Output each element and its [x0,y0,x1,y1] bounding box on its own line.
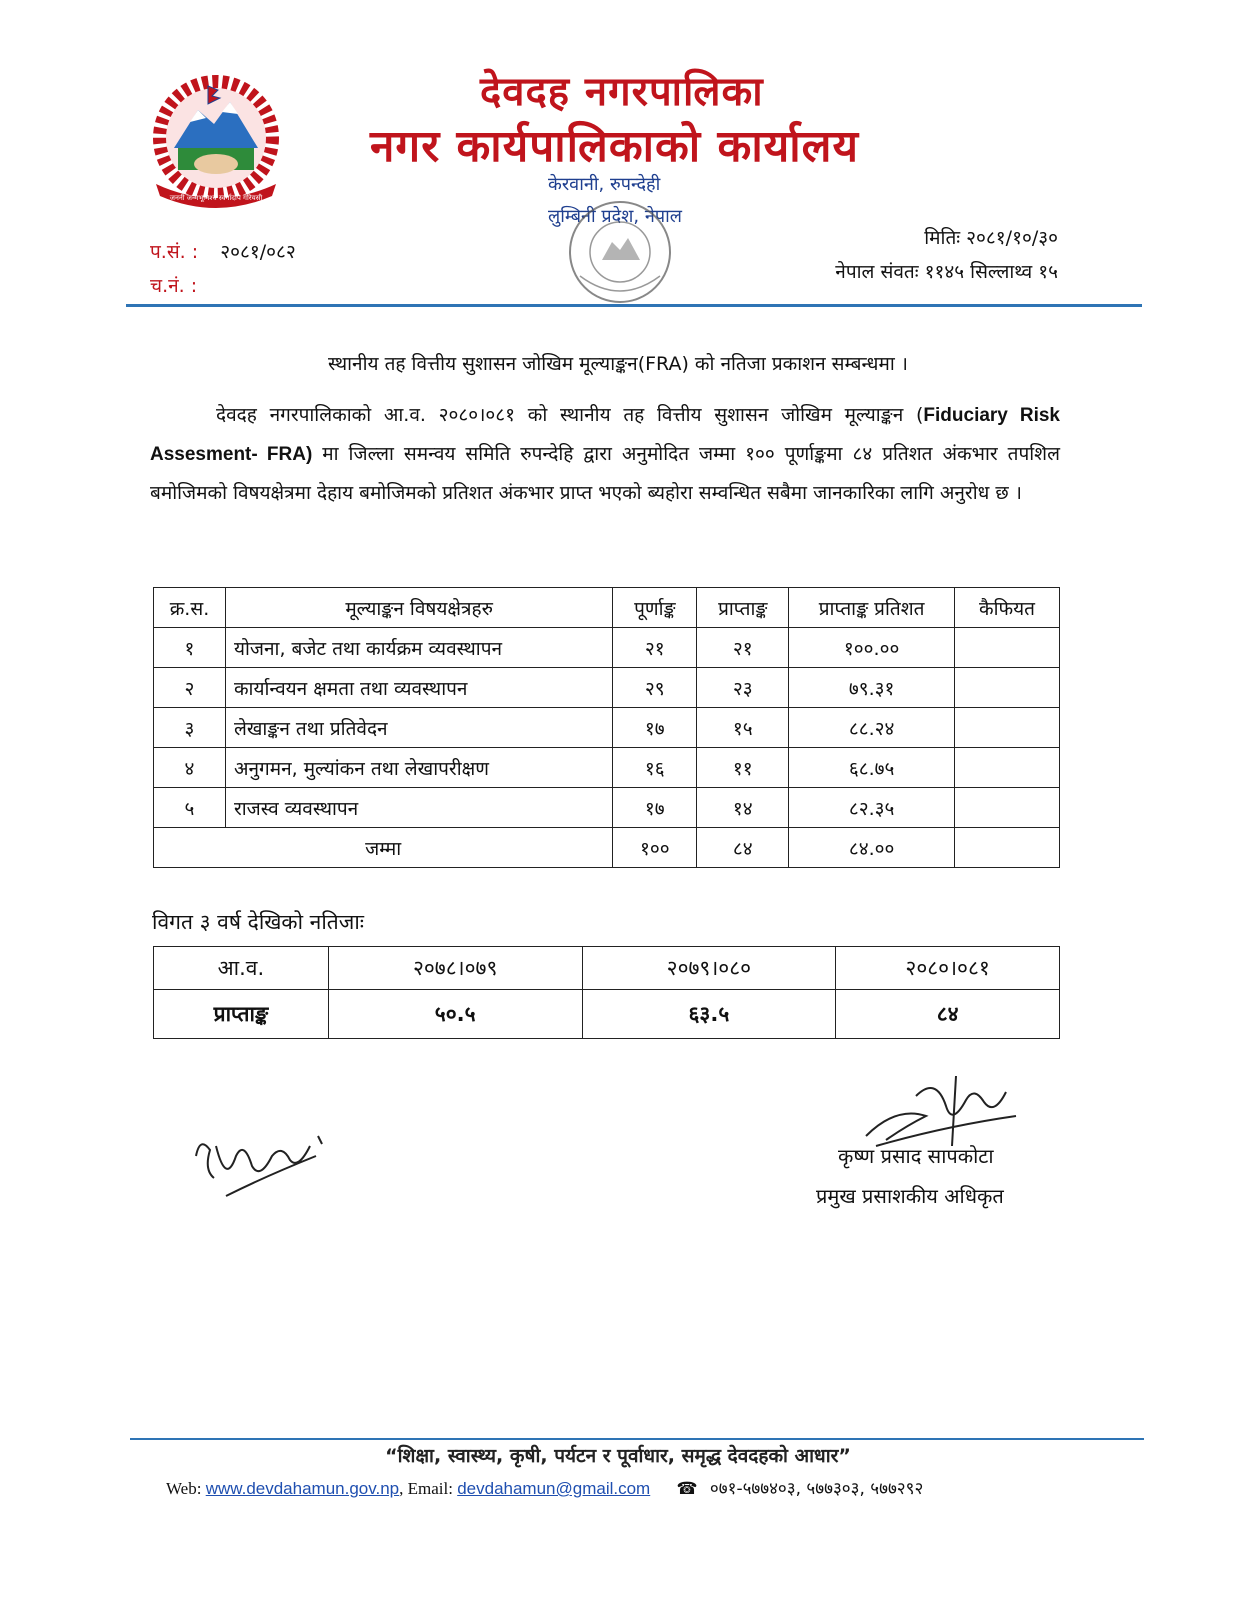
header-serial: क्र.स. [154,588,226,628]
svg-text:जननी जन्मभूमिश्च स्वर्गादपि गर: जननी जन्मभूमिश्च स्वर्गादपि गरियसी [169,194,263,202]
percent-cell: ६८.७५ [789,748,955,788]
signatory-name: कृष्ण प्रसाद सापकोटा [838,1144,994,1168]
assessment-table [153,587,1060,868]
full-marks-cell: २९ [613,668,697,708]
percent-cell: १००.०० [789,628,955,668]
email-label: Email: [407,1479,453,1498]
full-marks-cell: १७ [613,788,697,828]
table-row [154,708,1060,748]
table-total-row [154,828,1060,868]
serial-cell: १ [154,628,226,668]
footer-motto: “शिक्षा, स्वास्थ्य, कृषी, पर्यटन र पूर्वाधार, समृद्ध देवदहको आधार” [385,1445,851,1467]
address-line-1: केरवानी, रुपन्देही [548,174,661,195]
office-name: नगर कार्यपालिकाको कार्यालय [370,121,859,172]
body-part-2: मा जिल्ला समन्वय समिति रुपन्देहि द्वारा अनुमोदित जम्मा १०० पूर्णाङ्कमा ८४ प्रतिशत अंकभार तपशिल बमोजिमको विषयक्षेत्रमा देहाय बमोजिमको प्रतिशत अंकभार प्राप्त भएको ब्यहोरा सम्वन्धित सबैमा जानकारिका लागि अनुरोध छ । [150,443,1060,504]
full-marks-cell: २१ [613,628,697,668]
email-link[interactable]: devdahamun@gmail.com [457,1479,651,1498]
office-seal-stamp [560,196,680,308]
fiscal-year-cell: २०७८।०७९ [328,947,582,990]
nepal-emblem [134,72,298,212]
serial-cell: ३ [154,708,226,748]
serial-cell: २ [154,668,226,708]
telephone-icon: ☎ [676,1479,698,1499]
total-label: जम्मा [154,828,613,868]
serial-cell: ५ [154,788,226,828]
remarks-cell [955,628,1060,668]
phone-numbers: ०७१-५७७४०३, ५७७३०३, ५७७२९२ [709,1479,924,1499]
obtained-cell: २१ [697,628,789,668]
header-divider [126,304,1142,307]
obtained-cell: १५ [697,708,789,748]
nepal-samvat-date: नेपाल संवतः ११४५ सिल्लाथ्व १५ [835,261,1058,283]
letter-body [150,396,1060,512]
reference-label: प.सं. : [150,241,199,263]
fiscal-year-cell: २०७९।०८० [582,947,836,990]
table-row [154,748,1060,788]
header-remarks: कैफियत [955,588,1060,628]
body-part-1: देवदह नगरपालिकाको आ.व. २०८०।०८१ को स्थानीय तह वित्तीय सुशासन जोखिम मूल्याङ्कन ( [216,404,924,426]
chalan-label: च.नं. : [150,275,198,297]
handwritten-signature [186,1126,336,1206]
obtained-cell: ११ [697,748,789,788]
full-marks-cell: १६ [613,748,697,788]
score-cell: ५०.५ [328,990,582,1039]
full-marks-cell: १७ [613,708,697,748]
header-percent: प्राप्ताङ्क प्रतिशत [789,588,955,628]
previous-results-title: विगत ३ वर्ष देखिको नतिजाः [152,910,365,934]
obtained-cell: २३ [697,668,789,708]
table-row [154,668,1060,708]
area-cell: लेखाङ्कन तथा प्रतिवेदन [225,708,612,748]
body-part-english: Fiduciary Risk Assesment- FRA) [150,405,1060,465]
web-label: Web: [166,1479,202,1498]
table-row [154,788,1060,828]
total-obtained: ८४ [697,828,789,868]
table-row [154,628,1060,668]
percent-cell: ८८.२४ [789,708,955,748]
percent-cell: ७९.३१ [789,668,955,708]
header-area: मूल्याङ्कन विषयक्षेत्रहरु [225,588,612,628]
score-label: प्राप्ताङ्क [154,990,329,1039]
area-cell: योजना, बजेट तथा कार्यक्रम व्यवस्थापन [225,628,612,668]
score-cell: ६३.५ [582,990,836,1039]
remarks-cell [955,708,1060,748]
header-full-marks: पूर्णाङ्क [613,588,697,628]
reference-number [150,238,296,264]
score-row [154,990,1060,1039]
total-full-marks: १०० [613,828,697,868]
fiscal-year-row [154,947,1060,990]
area-cell: कार्यान्वयन क्षमता तथा व्यवस्थापन [225,668,612,708]
previous-results-table [153,946,1060,1039]
header-obtained: प्राप्ताङ्क [697,588,789,628]
area-cell: अनुगमन, मुल्यांकन तथा लेखापरीक्षण [225,748,612,788]
percent-cell: ८२.३५ [789,788,955,828]
table-header-row [154,588,1060,628]
date: मितिः २०८१/१०/३० [924,227,1058,249]
remarks-cell [955,668,1060,708]
serial-cell: ४ [154,748,226,788]
letter-subject: स्थानीय तह वित्तीय सुशासन जोखिम मूल्याङ्कन(FRA) को नतिजा प्रकाशन सम्बन्धमा । [327,353,908,375]
score-cell: ८४ [836,990,1060,1039]
total-remarks [955,828,1060,868]
fiscal-year-label: आ.व. [154,947,329,990]
address-line-2: लुम्बिनी प्रदेश, नेपाल [548,206,682,227]
total-percent: ८४.०० [789,828,955,868]
area-cell: राजस्व व्यवस्थापन [225,788,612,828]
website-link[interactable]: www.devdahamun.gov.np [205,1479,400,1498]
footer-contact: Web: www.devdahamun.gov.np, Email: devdahamun@gmail.com ☎ ०७१-५७७४०३, ५७७३०३, ५७७२९२ [166,1479,924,1499]
remarks-cell [955,788,1060,828]
reference-value: २०८१/०८२ [220,241,296,263]
remarks-cell [955,748,1060,788]
signatory-title: प्रमुख प्रसाशकीय अधिकृत [816,1184,1004,1208]
obtained-cell: १४ [697,788,789,828]
footer-divider [130,1438,1144,1440]
fiscal-year-cell: २०८०।०८१ [836,947,1060,990]
municipality-name: देवदह नगरपालिका [480,69,764,115]
